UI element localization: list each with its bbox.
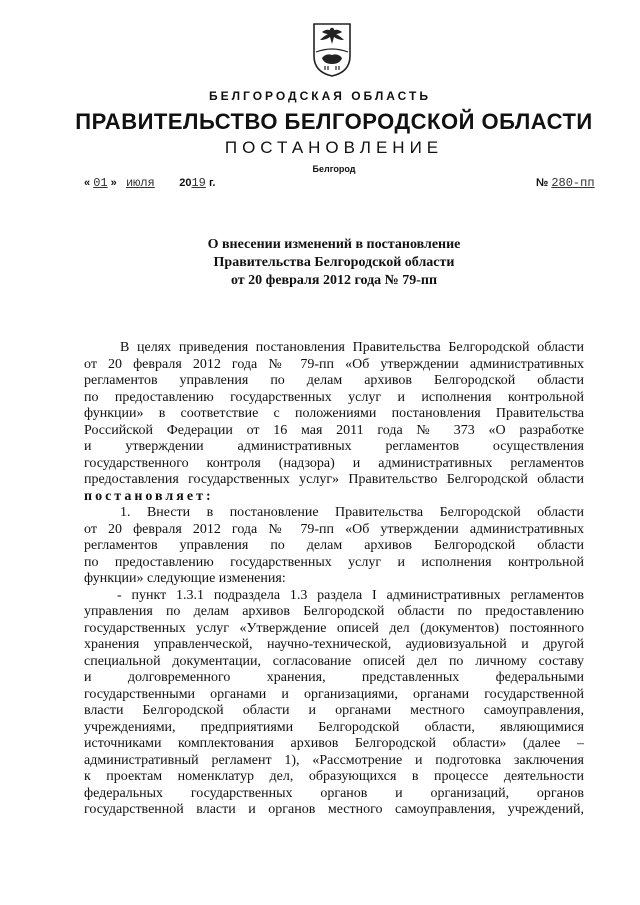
region-heading: БЕЛГОРОДСКАЯ ОБЛАСТЬ — [209, 89, 431, 103]
body-line: государственными органами и организациями, органами государственной — [84, 686, 584, 702]
document-title — [0, 236, 640, 290]
body-line: и утверждении административных регламентов осуществления — [84, 439, 584, 454]
body-line: государственных услуг «Утверждение описей дел (документов) постоянного — [84, 620, 584, 636]
title-line: Правительства Белгородской области — [213, 255, 455, 270]
decree-date — [84, 176, 215, 190]
date-year-suffix: 19 — [191, 176, 206, 190]
body-line: и долговременного хранения, представленных федеральными — [84, 670, 584, 685]
date-year-prefix: 20 — [179, 177, 192, 189]
body-line: - пункт 1.3.1 подраздела 1.3 раздела I административных регламентов — [117, 587, 584, 603]
body-line: учреждениями, предприятиями Белгородской области, являющимися — [84, 719, 584, 735]
body-line: к проектам номенклатур дел, образующихся в процессе деятельности — [84, 769, 584, 784]
date-close-quote: » — [110, 177, 117, 189]
coat-of-arms-icon — [312, 22, 352, 78]
city-label: Белгород — [312, 164, 356, 174]
body-line: Российской Федерации от 16 мая 2011 года № 373 «О разработке — [84, 422, 584, 438]
number-label: № — [536, 177, 549, 189]
date-year-label: г. — [208, 177, 216, 189]
body-line: от 20 февраля 2012 года № 79-пп «Об утверждении административных — [84, 521, 584, 537]
body-line: функции» следующие изменения: — [84, 571, 286, 586]
body-line: от 20 февраля 2012 года № 79-пп «Об утверждении административных — [84, 356, 584, 372]
body-line: В целях приведения постановления Правительства Белгородской области — [120, 340, 584, 355]
number-value: 280-пп — [551, 176, 595, 190]
date-open-quote: « — [84, 177, 91, 189]
date-month: июля — [125, 176, 155, 190]
body-line: по предоставлению государственных услуг и исполнения контрольной — [84, 554, 584, 570]
body-line: регламентов управления по делам архивов Белгородской области — [84, 373, 584, 388]
body-line: государственного контроля (надзора) и административных регламентов — [84, 455, 584, 471]
body-line: источниками комплектования архивов Белгородской области» (далее – — [84, 736, 584, 751]
body-line: специальной документации, согласование описей дел по личному составу — [84, 653, 584, 669]
body-line: управления по делам архивов Белгородской области по предоставлению — [84, 604, 584, 619]
body-line: хранения управленческой, научно-технической, аудиовизуальной и другой — [84, 637, 584, 652]
body-line: 1. Внести в постановление Правительства Белгородской области — [120, 505, 584, 520]
body-line: административный регламент 1), «Рассмотрение и подготовка заключения — [84, 752, 584, 768]
body-line: по предоставлению государственных услуг и исполнения контрольной — [84, 389, 584, 405]
body-line: государственной власти и органов местного самоуправления, учреждений, — [84, 802, 584, 817]
body-line: предоставления государственных услуг» Правительство Белгородской области — [84, 472, 584, 487]
body-line-decrees: постановляет: — [84, 488, 214, 504]
date-day: 01 — [93, 176, 108, 190]
document-body — [84, 340, 584, 819]
body-line: федеральных государственных органов и организаций, органов — [84, 785, 584, 801]
title-line: О внесении изменений в постановление — [207, 237, 461, 252]
title-line: от 20 февраля 2012 года № 79-пп — [230, 273, 438, 288]
body-line: функции» в соответствие с положениями постановления Правительства — [84, 406, 584, 421]
body-line: власти Белгородской области и органами местного самоуправления, — [84, 703, 584, 718]
decree-heading: ПОСТАНОВЛЕНИЕ — [224, 138, 444, 157]
government-heading: ПРАВИТЕЛЬСТВО БЕЛГОРОДСКОЙ ОБЛАСТИ — [75, 109, 593, 134]
body-line: регламентов управления по делам архивов Белгородской области — [84, 538, 584, 553]
decree-number — [536, 176, 595, 190]
